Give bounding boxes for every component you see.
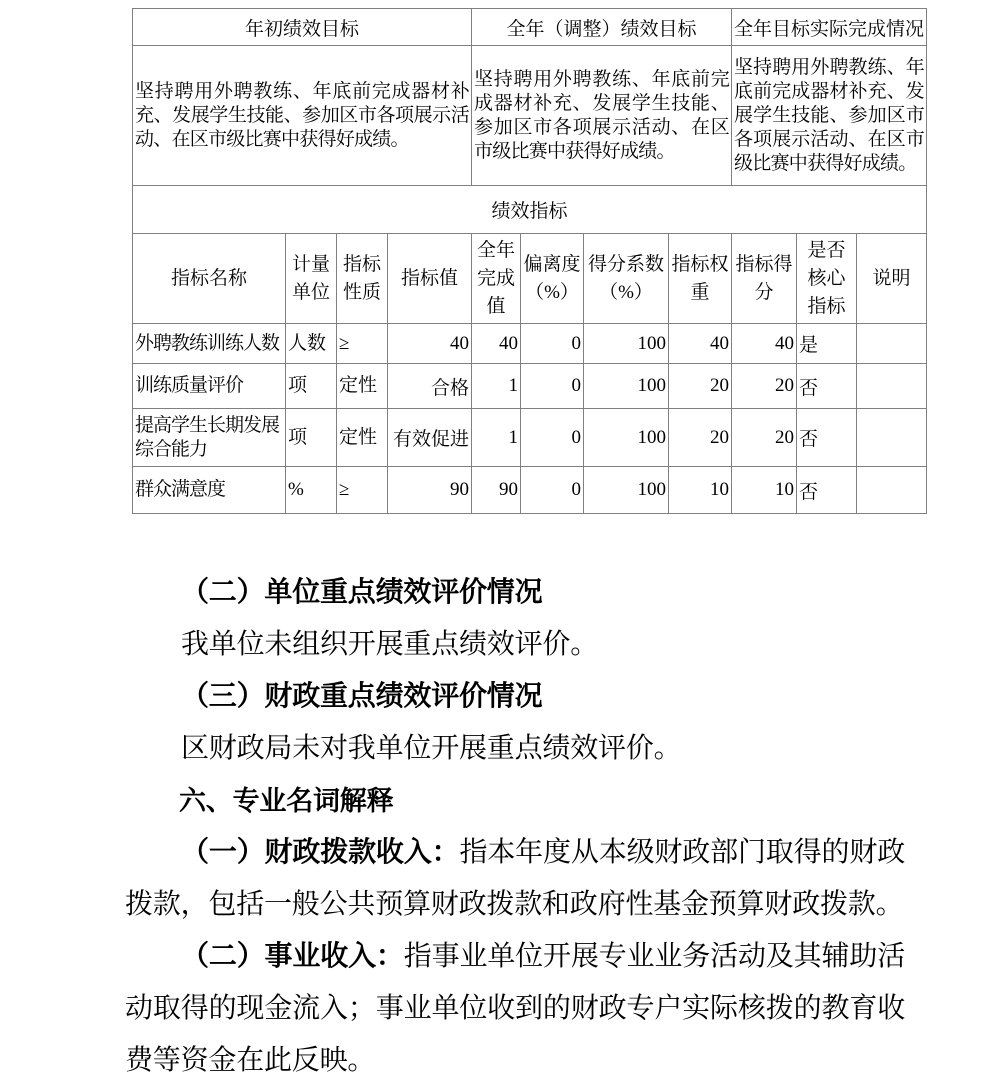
indicator-name-cell: 外聘教练训练人数: [133, 324, 286, 364]
indicator-score-cell: 20: [732, 364, 797, 409]
indicator-name-cell: 提高学生长期发展综合能力: [133, 409, 286, 467]
indicator-note-cell: [857, 467, 927, 514]
indicator-core-cell: 否: [797, 409, 857, 467]
goal-content-actual: 坚持聘用外聘教练、年底前完成器材补充、发展学生技能、参加区市各项展示活动、在区市级比赛中获得好成绩。: [732, 46, 927, 186]
indicator-core-cell: 否: [797, 467, 857, 514]
indicator-unit-cell: 项: [286, 409, 337, 467]
indicator-completed-cell: 1: [472, 364, 521, 409]
goal-header-adjusted: 全年（调整）绩效目标: [472, 9, 732, 46]
indicator-target-cell: 有效促进: [388, 409, 472, 467]
indicator-weight-cell: 10: [669, 467, 732, 514]
body-text: [125, 567, 905, 1087]
heading-terminology: 六、专业名词解释: [179, 786, 394, 816]
col-header-score: 指标得分: [732, 234, 797, 324]
indicator-score-coef-cell: 100: [584, 467, 669, 514]
indicator-unit-cell: 项: [286, 364, 337, 409]
col-header-score-coef: 得分系数（%）: [584, 234, 669, 324]
indicator-deviation-cell: 0: [521, 324, 584, 364]
paragraph-fiscal-key-evaluation: 区财政局未对我单位开展重点绩效评价。: [181, 733, 682, 764]
indicator-unit-cell: %: [286, 467, 337, 514]
heading-unit-key-evaluation: （二）单位重点绩效评价情况: [181, 577, 543, 608]
section-title: 绩效指标: [133, 186, 927, 234]
indicator-score-coef-cell: 100: [584, 409, 669, 467]
indicator-nature-cell: ≥: [337, 467, 388, 514]
indicator-target-cell: 90: [388, 467, 472, 514]
col-header-weight: 指标权重: [669, 234, 732, 324]
indicator-row: [133, 467, 927, 514]
indicator-unit-cell: 人数: [286, 324, 337, 364]
indicator-name-cell: 群众满意度: [133, 467, 286, 514]
indicator-score-coef-cell: 100: [584, 364, 669, 409]
indicator-deviation-cell: 0: [521, 364, 584, 409]
indicator-nature-cell: 定性: [337, 364, 388, 409]
col-header-note: 说明: [857, 234, 927, 324]
indicator-deviation-cell: 0: [521, 409, 584, 467]
col-header-target: 指标值: [388, 234, 472, 324]
indicator-core-cell: 是: [797, 324, 857, 364]
indicator-row: [133, 324, 927, 364]
term-label: （一）财政拨款收入：: [181, 837, 460, 868]
indicator-deviation-cell: 0: [521, 467, 584, 514]
document-page: [0, 8, 1000, 1082]
indicator-target-cell: 40: [388, 324, 472, 364]
col-header-deviation: 偏离度（%）: [521, 234, 584, 324]
heading-fiscal-key-evaluation: （三）财政重点绩效评价情况: [181, 681, 543, 712]
col-header-core: 是否核心指标: [797, 234, 857, 324]
indicator-row: [133, 364, 927, 409]
term-definition: 指事业单位开展专业业务活动及其辅助活动取得的现金流入；事业单位收到的财政专户实际核拨的教育收费等资金在此反映。: [125, 941, 905, 1076]
indicator-weight-cell: 20: [669, 364, 732, 409]
indicator-weight-cell: 20: [669, 409, 732, 467]
goal-content-initial: 坚持聘用外聘教练、年底前完成器材补充、发展学生技能、参加区市各项展示活动、在区市级比赛中获得好成绩。: [133, 46, 472, 186]
indicator-note-cell: [857, 364, 927, 409]
indicator-note-cell: [857, 324, 927, 364]
term-definition: 指本年度从本级财政部门取得的财政拨款，包括一般公共预算财政拨款和政府性基金预算财政拨款。: [125, 837, 905, 920]
indicator-completed-cell: 1: [472, 409, 521, 467]
indicator-core-cell: 否: [797, 364, 857, 409]
col-header-nature: 指标性质: [337, 234, 388, 324]
section-title-row: [133, 186, 927, 234]
indicator-score-coef-cell: 100: [584, 324, 669, 364]
indicator-score-cell: 40: [732, 324, 797, 364]
indicator-header-row: [133, 234, 927, 324]
goal-header-initial: 年初绩效目标: [133, 9, 472, 46]
indicator-nature-cell: ≥: [337, 324, 388, 364]
col-header-name: 指标名称: [133, 234, 286, 324]
paragraph-unit-key-evaluation: 我单位未组织开展重点绩效评价。: [181, 629, 599, 660]
col-header-completed: 全年完成值: [472, 234, 521, 324]
goal-content-adjusted: 坚持聘用外聘教练、年底前完成器材补充、发展学生技能、参加区市各项展示活动、在区市级比赛中获得好成绩。: [472, 46, 732, 186]
indicator-score-cell: 10: [732, 467, 797, 514]
goal-header-actual: 全年目标实际完成情况: [732, 9, 927, 46]
indicator-completed-cell: 40: [472, 324, 521, 364]
indicator-target-cell: 合格: [388, 364, 472, 409]
goal-content-row: [133, 46, 927, 186]
indicator-name-cell: 训练质量评价: [133, 364, 286, 409]
indicator-weight-cell: 40: [669, 324, 732, 364]
paragraph-term-operating-income: [125, 931, 905, 1087]
indicator-completed-cell: 90: [472, 467, 521, 514]
indicator-score-cell: 20: [732, 409, 797, 467]
paragraph-term-fiscal-appropriation: [125, 827, 905, 931]
indicator-row: [133, 409, 927, 467]
goal-header-row: [133, 9, 927, 46]
performance-table: [132, 8, 927, 514]
term-label: （二）事业收入：: [181, 941, 404, 972]
col-header-unit: 计量单位: [286, 234, 337, 324]
indicator-note-cell: [857, 409, 927, 467]
indicator-nature-cell: 定性: [337, 409, 388, 467]
